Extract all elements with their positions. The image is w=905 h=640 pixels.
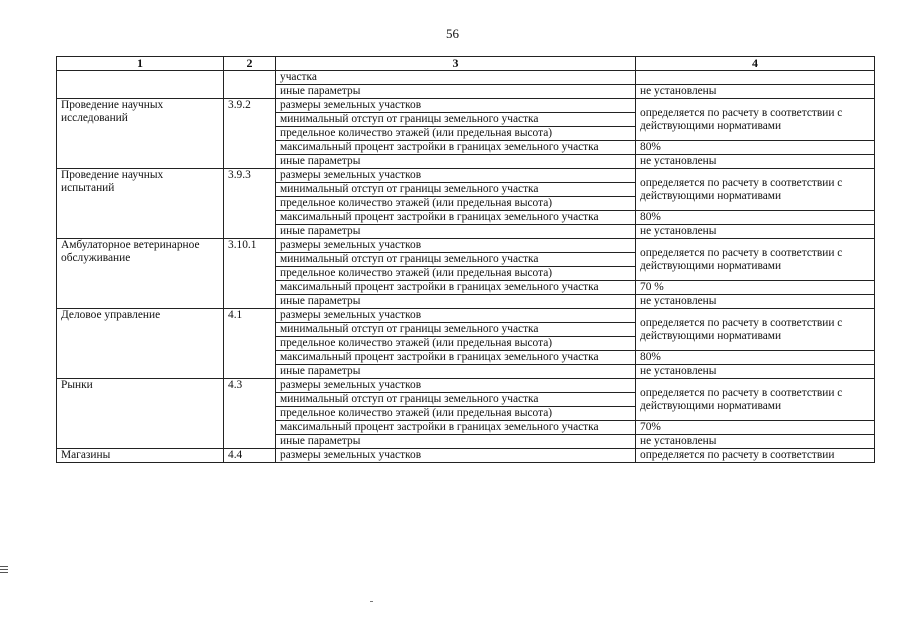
- table-row: [57, 239, 875, 253]
- value-cell: определяется по расчету в соответствии с действующими нормативами: [636, 239, 875, 281]
- value-cell: 80%: [636, 141, 875, 155]
- parameter-cell: максимальный процент застройки в границах земельного участка: [276, 211, 636, 225]
- parameter-cell: участка: [276, 71, 636, 85]
- value-cell: определяется по расчету в соответствии с действующими нормативами: [636, 99, 875, 141]
- use-name-cell: Проведение научных исследований: [57, 99, 224, 169]
- column-header: 4: [636, 57, 875, 71]
- use-name-cell: Деловое управление: [57, 309, 224, 379]
- use-code-cell: [224, 71, 276, 99]
- value-cell: определяется по расчету в соответствии с действующими нормативами: [636, 169, 875, 211]
- parameter-cell: размеры земельных участков: [276, 169, 636, 183]
- parameter-cell: максимальный процент застройки в границах земельного участка: [276, 351, 636, 365]
- use-code-cell: 3.9.2: [224, 99, 276, 169]
- value-cell: не установлены: [636, 365, 875, 379]
- value-cell: [636, 71, 875, 85]
- parameter-cell: предельное количество этажей (или предельная высота): [276, 407, 636, 421]
- table-row: [57, 99, 875, 113]
- parameter-cell: иные параметры: [276, 295, 636, 309]
- table-row: [57, 309, 875, 323]
- parameter-cell: иные параметры: [276, 365, 636, 379]
- parameter-cell: размеры земельных участков: [276, 379, 636, 393]
- parameter-cell: предельное количество этажей (или предельная высота): [276, 337, 636, 351]
- use-code-cell: 3.9.3: [224, 169, 276, 239]
- table-header-row: [57, 57, 875, 71]
- value-cell: определяется по расчету в соответствии с действующими нормативами: [636, 379, 875, 421]
- regulations-table: [56, 56, 875, 463]
- parameter-cell: предельное количество этажей (или предельная высота): [276, 197, 636, 211]
- parameter-cell: предельное количество этажей (или предельная высота): [276, 127, 636, 141]
- use-code-cell: 4.4: [224, 449, 276, 463]
- parameter-cell: максимальный процент застройки в границах земельного участка: [276, 281, 636, 295]
- page-number: 56: [446, 26, 459, 41]
- parameter-cell: иные параметры: [276, 435, 636, 449]
- parameter-cell: иные параметры: [276, 85, 636, 99]
- table-row: [57, 379, 875, 393]
- scan-edge-mark: [0, 566, 8, 567]
- value-cell: не установлены: [636, 435, 875, 449]
- column-header: 3: [276, 57, 636, 71]
- scan-edge-mark: [0, 569, 8, 570]
- scan-edge-mark: [0, 572, 8, 573]
- table-row: [57, 71, 875, 85]
- value-cell: определяется по расчету в соответствии: [636, 449, 875, 463]
- value-cell: не установлены: [636, 295, 875, 309]
- parameter-cell: иные параметры: [276, 225, 636, 239]
- value-cell: не установлены: [636, 225, 875, 239]
- column-header: 2: [224, 57, 276, 71]
- parameter-cell: минимальный отступ от границы земельного участка: [276, 183, 636, 197]
- column-header: 1: [57, 57, 224, 71]
- parameter-cell: минимальный отступ от границы земельного участка: [276, 393, 636, 407]
- parameter-cell: размеры земельных участков: [276, 239, 636, 253]
- use-name-cell: Магазины: [57, 449, 224, 463]
- value-cell: 70%: [636, 421, 875, 435]
- table-row: [57, 449, 875, 463]
- parameter-cell: предельное количество этажей (или предельная высота): [276, 267, 636, 281]
- use-code-cell: 3.10.1: [224, 239, 276, 309]
- use-name-cell: Рынки: [57, 379, 224, 449]
- parameter-cell: минимальный отступ от границы земельного участка: [276, 323, 636, 337]
- value-cell: не установлены: [636, 85, 875, 99]
- parameter-cell: минимальный отступ от границы земельного участка: [276, 253, 636, 267]
- value-cell: не установлены: [636, 155, 875, 169]
- use-code-cell: 4.3: [224, 379, 276, 449]
- value-cell: определяется по расчету в соответствии с действующими нормативами: [636, 309, 875, 351]
- use-name-cell: Проведение научных испытаний: [57, 169, 224, 239]
- use-code-cell: 4.1: [224, 309, 276, 379]
- value-cell: 80%: [636, 351, 875, 365]
- parameter-cell: максимальный процент застройки в границах земельного участка: [276, 421, 636, 435]
- use-name-cell: [57, 71, 224, 99]
- value-cell: 70 %: [636, 281, 875, 295]
- value-cell: 80%: [636, 211, 875, 225]
- parameter-cell: иные параметры: [276, 155, 636, 169]
- parameter-cell: размеры земельных участков: [276, 309, 636, 323]
- parameter-cell: минимальный отступ от границы земельного участка: [276, 113, 636, 127]
- use-name-cell: Амбулаторное ветеринарное обслуживание: [57, 239, 224, 309]
- parameter-cell: размеры земельных участков: [276, 99, 636, 113]
- parameter-cell: максимальный процент застройки в границах земельного участка: [276, 141, 636, 155]
- table-row: [57, 169, 875, 183]
- parameter-cell: размеры земельных участков: [276, 449, 636, 463]
- scan-artifact: [370, 601, 373, 602]
